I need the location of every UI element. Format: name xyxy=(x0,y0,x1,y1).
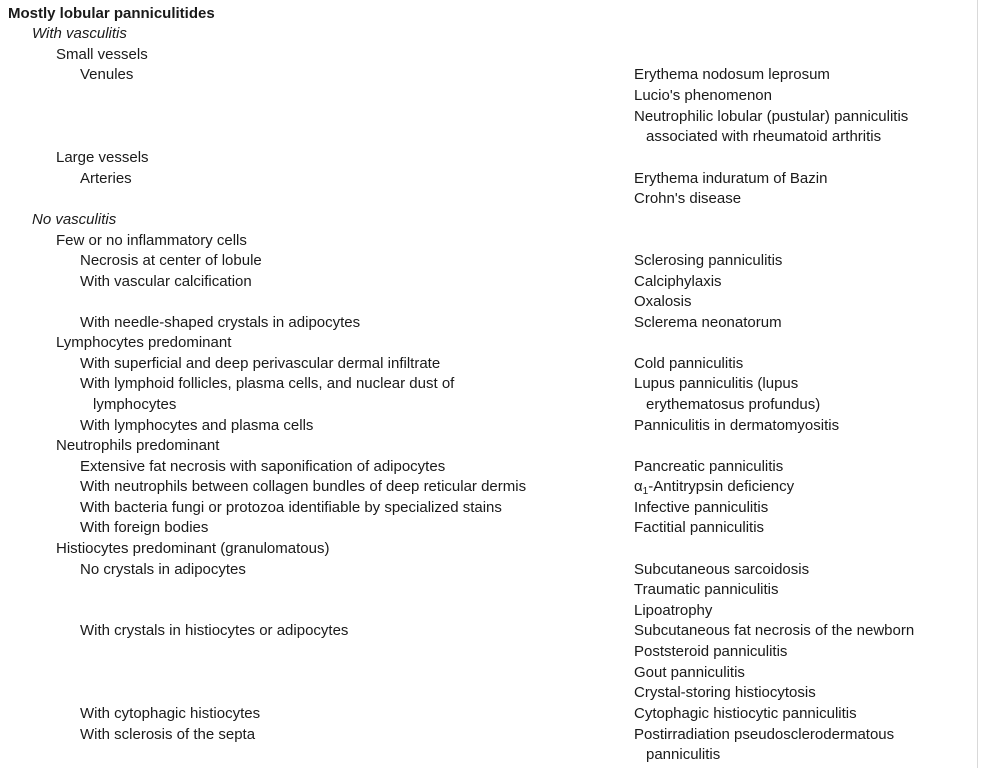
alpha-symbol: α xyxy=(634,478,643,495)
condition-label: Crohn's disease xyxy=(634,190,742,207)
condition-label: Crystal-storing histiocytosis xyxy=(634,684,816,701)
condition-label: Oxalosis xyxy=(634,293,692,310)
category-label: Venules xyxy=(80,66,134,83)
category-label: With sclerosis of the septa xyxy=(80,726,256,743)
category-label: No crystals in adipocytes xyxy=(80,561,246,578)
table-row xyxy=(0,210,987,230)
category-label: With vascular calcification xyxy=(80,273,252,290)
category-label: Necrosis at center of lobule xyxy=(80,252,262,269)
table-row xyxy=(0,374,987,394)
table-row xyxy=(0,416,987,436)
condition-label: Cytophagic histiocytic panniculitis xyxy=(634,705,857,722)
category-label: With neutrophils between collagen bundles of deep reticular dermis xyxy=(80,478,527,495)
category-label: lymphocytes xyxy=(93,396,177,413)
condition-label: Cold panniculitis xyxy=(634,355,744,372)
table-row xyxy=(0,745,987,765)
table-row xyxy=(0,65,987,85)
table-row xyxy=(0,231,987,251)
condition-label: Gout panniculitis xyxy=(634,664,745,681)
category-label: With bacteria fungi or protozoa identifiable by specialized stains xyxy=(80,499,502,516)
condition-label: Lucio's phenomenon xyxy=(634,87,772,104)
condition-label: Factitial panniculitis xyxy=(634,519,765,536)
condition-label: Erythema nodosum leprosum xyxy=(634,66,830,83)
category-label: With cytophagic histiocytes xyxy=(80,705,261,722)
table-row xyxy=(0,663,987,683)
table-row xyxy=(0,395,987,415)
condition-label: Lipoatrophy xyxy=(634,602,713,619)
condition-label: Panniculitis in dermatomyositis xyxy=(634,417,840,434)
condition-label: associated with rheumatoid arthritis xyxy=(646,128,882,145)
alpha-subscript: 1 xyxy=(642,486,649,497)
category-label: Extensive fat necrosis with saponification of adipocytes xyxy=(80,458,446,475)
condition-label: Subcutaneous sarcoidosis xyxy=(634,561,810,578)
table-row xyxy=(0,436,987,456)
condition-label: Neutrophilic lobular (pustular) panniculitis xyxy=(634,108,909,125)
table-row xyxy=(0,580,987,600)
table-row xyxy=(0,107,987,127)
table-row xyxy=(0,189,987,209)
category-label: With vasculitis xyxy=(32,25,127,42)
table-row xyxy=(0,45,987,65)
table-row xyxy=(0,272,987,292)
table-row xyxy=(0,169,987,189)
condition-label: Calciphylaxis xyxy=(634,273,722,290)
table-row xyxy=(0,24,987,44)
category-label: Few or no inflammatory cells xyxy=(56,232,247,249)
category-label: Small vessels xyxy=(56,46,148,63)
condition-label: Sclerosing panniculitis xyxy=(634,252,783,269)
condition-label: Poststeroid panniculitis xyxy=(634,643,788,660)
table-row xyxy=(0,725,987,745)
table-row xyxy=(0,518,987,538)
condition-label-text: -Antitrypsin deficiency xyxy=(648,478,795,495)
category-label: With lymphocytes and plasma cells xyxy=(80,417,314,434)
table-row xyxy=(0,86,987,106)
table-row xyxy=(0,457,987,477)
condition-label: erythematosus profundus) xyxy=(646,396,821,413)
condition-label: Infective panniculitis xyxy=(634,499,769,516)
table-row xyxy=(0,251,987,271)
table-row xyxy=(0,539,987,559)
table-row xyxy=(0,292,987,312)
category-label: With foreign bodies xyxy=(80,519,209,536)
table-row xyxy=(0,560,987,580)
category-label: Arteries xyxy=(80,170,132,187)
category-label: With needle-shaped crystals in adipocytes xyxy=(80,314,361,331)
category-label: No vasculitis xyxy=(32,211,117,228)
condition-label: Sclerema neonatorum xyxy=(634,314,782,331)
category-label: Histiocytes predominant (granulomatous) xyxy=(56,540,330,557)
category-label: Large vessels xyxy=(56,149,149,166)
condition-label: Traumatic panniculitis xyxy=(634,581,779,598)
table-row xyxy=(0,477,987,497)
condition-label: Erythema induratum of Bazin xyxy=(634,170,828,187)
category-label: With lymphoid follicles, plasma cells, and nuclear dust of xyxy=(80,375,455,392)
table-row xyxy=(0,333,987,353)
condition-label: panniculitis xyxy=(646,746,721,763)
condition-label: Subcutaneous fat necrosis of the newborn xyxy=(634,622,915,639)
condition-label: Lupus panniculitis (lupus xyxy=(634,375,799,392)
category-label: With superficial and deep perivascular dermal infiltrate xyxy=(80,355,441,372)
table-row xyxy=(0,313,987,333)
category-label: Lymphocytes predominant xyxy=(56,334,232,351)
table-row xyxy=(0,601,987,621)
table-row xyxy=(0,148,987,168)
condition-label xyxy=(634,477,794,497)
condition-label: Pancreatic panniculitis xyxy=(634,458,784,475)
category-label: Neutrophils predominant xyxy=(56,437,220,454)
category-label: With crystals in histiocytes or adipocytes xyxy=(80,622,349,639)
table-row xyxy=(0,498,987,518)
condition-label: Postirradiation pseudosclerodermatous xyxy=(634,726,895,743)
table-row xyxy=(0,621,987,641)
table-row xyxy=(0,704,987,724)
table-title: Mostly lobular panniculitides xyxy=(8,5,215,22)
table-row xyxy=(0,127,987,147)
table-row xyxy=(0,683,987,703)
table-row xyxy=(0,642,987,662)
table-row xyxy=(0,354,987,374)
